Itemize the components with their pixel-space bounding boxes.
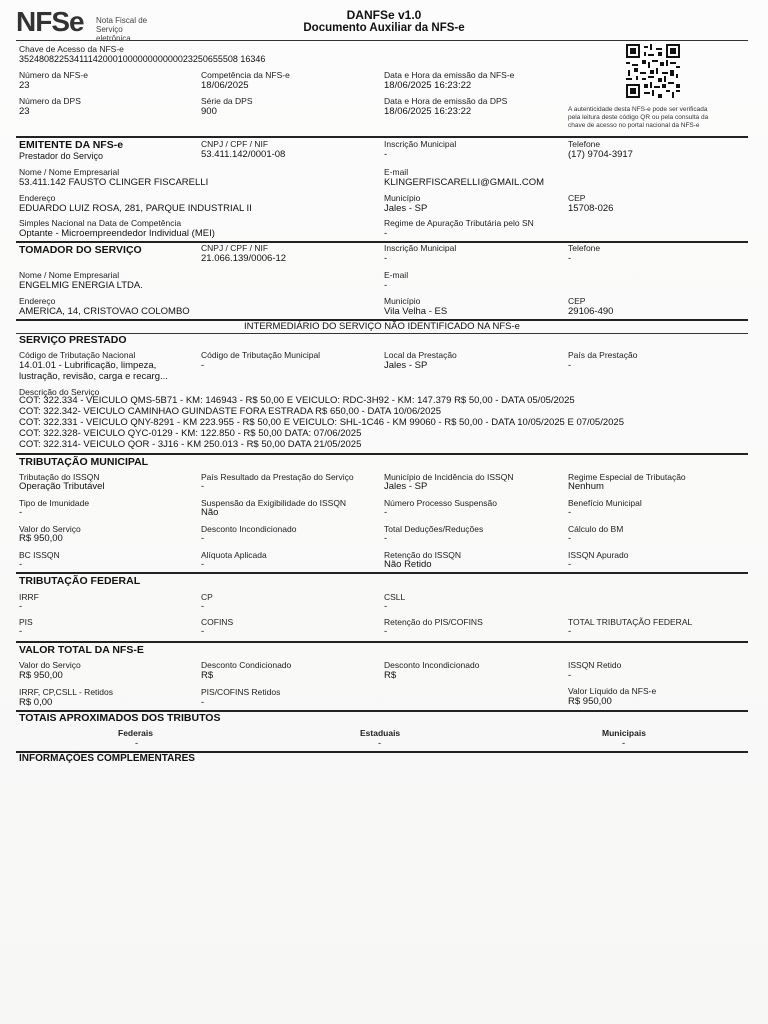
vt-pis-retidos-value: -	[201, 697, 205, 708]
vt-desc-incond-value: R$	[384, 670, 397, 681]
emitente-cnpj-value: 53.411.142/0001-08	[201, 149, 286, 160]
chave-label: Chave de Acesso da NFS-e	[19, 44, 124, 54]
trib-issqn-value: Operação Tributável	[19, 481, 105, 492]
emitente-nome-value: 53.411.142 FAUSTO CLINGER FISCARELLI	[19, 177, 209, 188]
divider	[16, 136, 748, 138]
vt-valor-servico-value: R$ 950,00	[19, 670, 63, 681]
local-prestacao-value: Jales - SP	[384, 360, 428, 371]
info-comp-section-title: INFORMAÇÕES COMPLEMENTARES	[19, 753, 195, 764]
totais-section-title: TOTAIS APROXIMADOS DOS TRIBUTOS	[19, 712, 221, 724]
pis-value: -	[19, 626, 23, 637]
divider	[16, 572, 748, 574]
simples-value: Optante - Microempreendedor Individual (MEI)	[19, 228, 215, 239]
suspensao-value: Não	[201, 507, 219, 518]
simples-label: Simples Nacional na Data de Competência	[19, 218, 182, 228]
numero-dps-label: Número da DPS	[19, 96, 81, 106]
pais-prestacao-value: -	[568, 360, 572, 371]
descricao-line: COT: 322.314- VEICULO QOR - 3J16 - KM 250.013 - R$ 50,00 DATA 21/05/2025	[19, 439, 362, 450]
emitente-mun-value: Jales - SP	[384, 203, 428, 214]
issqn-apurado-label: ISSQN Apurado	[568, 550, 629, 560]
qr-note	[568, 106, 708, 130]
tomador-section-title: TOMADOR DO SERVIÇO	[19, 244, 142, 256]
retencao-issqn-value: Não Retido	[384, 559, 432, 570]
totais-municipais-label: Municipais	[602, 728, 646, 738]
descricao-line: COT: 322.342- VEICULO CAMINHAO GUINDASTE FORA ESTRADA R$ 650,00 - DATA 10/06/2025	[19, 406, 442, 417]
totais-estaduais-value: -	[378, 738, 382, 749]
suspensao-label: Suspensão da Exigibilidade do ISSQN	[201, 498, 347, 508]
divider	[16, 453, 748, 455]
pais-prestacao-label: País da Prestação	[568, 350, 638, 360]
aliquota-value: -	[201, 559, 205, 570]
vt-liquido-label: Valor Líquido da NFS-e	[568, 686, 657, 696]
emitente-cnpj-label: CNPJ / CPF / NIF	[201, 139, 269, 149]
retencao-pis-value: -	[384, 626, 388, 637]
document-subtitle: Documento Auxiliar da NFS-e	[303, 22, 465, 34]
vt-liquido-value: R$ 950,00	[568, 696, 612, 707]
totais-estaduais-label: Estaduais	[360, 728, 401, 738]
emitente-tel-label: Telefone	[568, 139, 601, 149]
valor-servico-value: R$ 950,00	[19, 533, 63, 544]
emitente-end-value: EDUARDO LUIZ ROSA, 281, PARQUE INDUSTRIAL II	[19, 203, 252, 214]
trib-mun-section-title: TRIBUTAÇÃO MUNICIPAL	[19, 456, 149, 468]
cp-value: -	[201, 601, 205, 612]
tomador-cnpj-label: CNPJ / CPF / NIF	[201, 243, 269, 253]
emitente-section-sub: Prestador do Serviço	[19, 151, 104, 161]
numero-nfse-value: 23	[19, 80, 30, 91]
tomador-end-label: Endereço	[19, 296, 56, 306]
vt-desc-incond-label: Desconto Incondicionado	[384, 660, 480, 670]
logo-sub-line2: Serviço eletrônica	[96, 25, 131, 43]
tomador-mun-label: Município	[384, 296, 421, 306]
emitente-section-title: EMITENTE DA NFS-e	[19, 139, 124, 151]
vt-irrf-retidos-label: IRRF, CP,CSLL - Retidos	[19, 687, 114, 697]
imunidade-value: -	[19, 507, 23, 518]
tomador-cnpj-value: 21.066.139/0006-12	[201, 253, 287, 264]
irrf-value: -	[19, 601, 23, 612]
emissao-nfse-value: 18/06/2025 16:23:22	[384, 80, 472, 91]
cod-nacional-line1: 14.01.01 - Lubrificação, limpeza,	[19, 360, 157, 371]
emissao-dps-value: 18/06/2025 16:23:22	[384, 106, 472, 117]
cod-municipal-value: -	[201, 360, 205, 371]
descricao-line: COT: 322.334 - VEICULO QMS-5B71 - KM: 146943 - R$ 50,00 E VEICULO: RDC-3H92 - KM: 147.379 R$ 50,00 - DATA 05/05/2025	[19, 395, 575, 406]
total-fed-label: TOTAL TRIBUTAÇÃO FEDERAL	[568, 617, 693, 627]
emitente-email-label: E-mail	[384, 167, 409, 177]
csll-value: -	[384, 601, 388, 612]
cod-municipal-label: Código de Tributação Municipal	[201, 350, 321, 360]
serie-dps-value: 900	[201, 106, 217, 117]
tomador-email-label: E-mail	[384, 270, 409, 280]
tomador-nome-label: Nome / Nome Empresarial	[19, 270, 120, 280]
tomador-end-value: AMERICA, 14, CRISTOVAO COLOMBO	[19, 306, 190, 317]
retencao-pis-label: Retenção do PIS/COFINS	[384, 617, 483, 627]
emissao-nfse-label: Data e Hora da emissão da NFS-e	[384, 70, 515, 80]
divider	[16, 40, 748, 41]
vt-issqn-retido-value: -	[568, 670, 572, 681]
retencao-issqn-label: Retenção do ISSQN	[384, 550, 462, 560]
cod-nacional-line2: lustração, revisão, carga e recarg...	[19, 371, 168, 382]
total-deducoes-value: -	[384, 533, 388, 544]
intermediario-notice: INTERMEDIÁRIO DO SERVIÇO NÃO IDENTIFICADO NA NFS-e	[244, 321, 520, 332]
regime-especial-label: Regime Especial de Tributação	[568, 472, 686, 482]
regime-sn-value: -	[384, 228, 388, 239]
emitente-email-value: KLINGERFISCARELLI@GMAIL.COM	[384, 177, 545, 188]
numero-dps-value: 23	[19, 106, 30, 117]
cp-label: CP	[201, 592, 213, 602]
logo-text: NFSe	[16, 6, 84, 37]
cofins-value: -	[201, 626, 205, 637]
tomador-email-value: -	[384, 280, 388, 291]
mun-incidencia-label: Município de Incidência do ISSQN	[384, 472, 514, 482]
divider	[16, 241, 748, 243]
cod-nacional-label: Código de Tributação Nacional	[19, 350, 136, 360]
local-prestacao-label: Local da Prestação	[384, 350, 457, 360]
emitente-im-value: -	[384, 149, 388, 160]
trib-issqn-label: Tributação do ISSQN	[19, 472, 100, 482]
aliquota-label: Alíquota Aplicada	[201, 550, 267, 560]
emitente-tel-value: (17) 9704-3917	[568, 149, 633, 160]
qr-code-icon	[626, 44, 680, 98]
vt-desc-cond-value: R$	[201, 670, 214, 681]
trib-fed-section-title: TRIBUTAÇÃO FEDERAL	[19, 575, 141, 587]
chave-value: 35248082253411142000100000000000023250655508 16346	[19, 54, 266, 64]
tomador-tel-value: -	[568, 253, 572, 264]
emitente-mun-label: Município	[384, 193, 421, 203]
bc-issqn-label: BC ISSQN	[19, 550, 60, 560]
qr-note-line2: pela leitura deste código QR ou pela consulta da	[568, 114, 709, 121]
num-processo-value: -	[384, 507, 388, 518]
pais-resultado-value: -	[201, 481, 205, 492]
tomador-tel-label: Telefone	[568, 243, 601, 253]
serie-dps-label: Série da DPS	[201, 96, 253, 106]
emitente-end-label: Endereço	[19, 193, 56, 203]
tomador-cep-value: 29106-490	[568, 306, 614, 317]
document-title: DANFSe v1.0	[346, 8, 422, 22]
vt-issqn-retido-label: ISSQN Retido	[568, 660, 622, 670]
total-fed-value: -	[568, 626, 572, 637]
vt-desc-cond-label: Desconto Condicionado	[201, 660, 292, 670]
tomador-cep-label: CEP	[568, 296, 586, 306]
tomador-im-value: -	[384, 253, 388, 264]
num-processo-label: Número Processo Suspensão	[384, 498, 497, 508]
calculo-bm-label: Cálculo do BM	[568, 524, 624, 534]
valor-servico-label: Valor do Serviço	[19, 524, 81, 534]
emitente-cep-label: CEP	[568, 193, 586, 203]
csll-label: CSLL	[384, 592, 406, 602]
emissao-dps-label: Data e Hora de emissão da DPS	[384, 96, 508, 106]
servico-section-title: SERVIÇO PRESTADO	[19, 334, 127, 346]
tomador-nome-value: ENGELMIG ENERGIA LTDA.	[19, 280, 143, 291]
totais-federais-value: -	[135, 738, 139, 749]
descricao-label: Descrição do Serviço	[19, 387, 100, 397]
regime-sn-label: Regime de Apuração Tributária pelo SN	[384, 218, 534, 228]
logo-sub-line1: Nota Fiscal de	[96, 16, 148, 25]
descricao-line: COT: 322.328- VEICULO QYC-0129 - KM: 122.850 - R$ 50,00 DATA: 07/06/2025	[19, 428, 362, 439]
vt-irrf-retidos-value: R$ 0,00	[19, 697, 53, 708]
pis-label: PIS	[19, 617, 33, 627]
qr-note-line3: chave de acesso no portal nacional da NFS-e	[568, 122, 700, 129]
desc-incond-value: -	[201, 533, 205, 544]
cofins-label: COFINS	[201, 617, 234, 627]
divider	[16, 641, 748, 643]
numero-nfse-label: Número da NFS-e	[19, 70, 88, 80]
emitente-cep-value: 15708-026	[568, 203, 614, 214]
tomador-mun-value: Vila Velha - ES	[384, 306, 448, 317]
totais-federais-label: Federais	[118, 728, 153, 738]
vt-valor-servico-label: Valor do Serviço	[19, 660, 81, 670]
bc-issqn-value: -	[19, 559, 23, 570]
beneficio-label: Benefício Municipal	[568, 498, 642, 508]
total-deducoes-label: Total Deduções/Reduções	[384, 524, 484, 534]
descricao-line: COT: 322.331 - VEICULO QNY-8291 - KM 223.955 - R$ 50,00 E VEICULO: SHL-1C46 - KM 99060 - R$ 50,00 - DATA 10/05/2025 E 07/05/2025	[19, 417, 624, 428]
calculo-bm-value: -	[568, 533, 572, 544]
irrf-label: IRRF	[19, 592, 39, 602]
desc-incond-label: Desconto Incondicionado	[201, 524, 297, 534]
pais-resultado-label: País Resultado da Prestação do Serviço	[201, 472, 354, 482]
valor-total-section-title: VALOR TOTAL DA NFS-E	[19, 644, 144, 656]
vt-pis-retidos-label: PIS/COFINS Retidos	[201, 687, 281, 697]
beneficio-value: -	[568, 507, 572, 518]
competencia-label: Competência da NFS-e	[201, 70, 290, 80]
emitente-im-label: Inscrição Municipal	[384, 139, 457, 149]
issqn-apurado-value: -	[568, 559, 572, 570]
totais-municipais-value: -	[622, 738, 626, 749]
imunidade-label: Tipo de Imunidade	[19, 498, 90, 508]
competencia-value: 18/06/2025	[201, 80, 249, 91]
mun-incidencia-value: Jales - SP	[384, 481, 428, 492]
regime-especial-value: Nenhum	[568, 481, 604, 492]
tomador-im-label: Inscrição Municipal	[384, 243, 457, 253]
emitente-nome-label: Nome / Nome Empresarial	[19, 167, 120, 177]
qr-note-line1: A autenticidade desta NFS-e pode ser verificada	[568, 106, 708, 113]
